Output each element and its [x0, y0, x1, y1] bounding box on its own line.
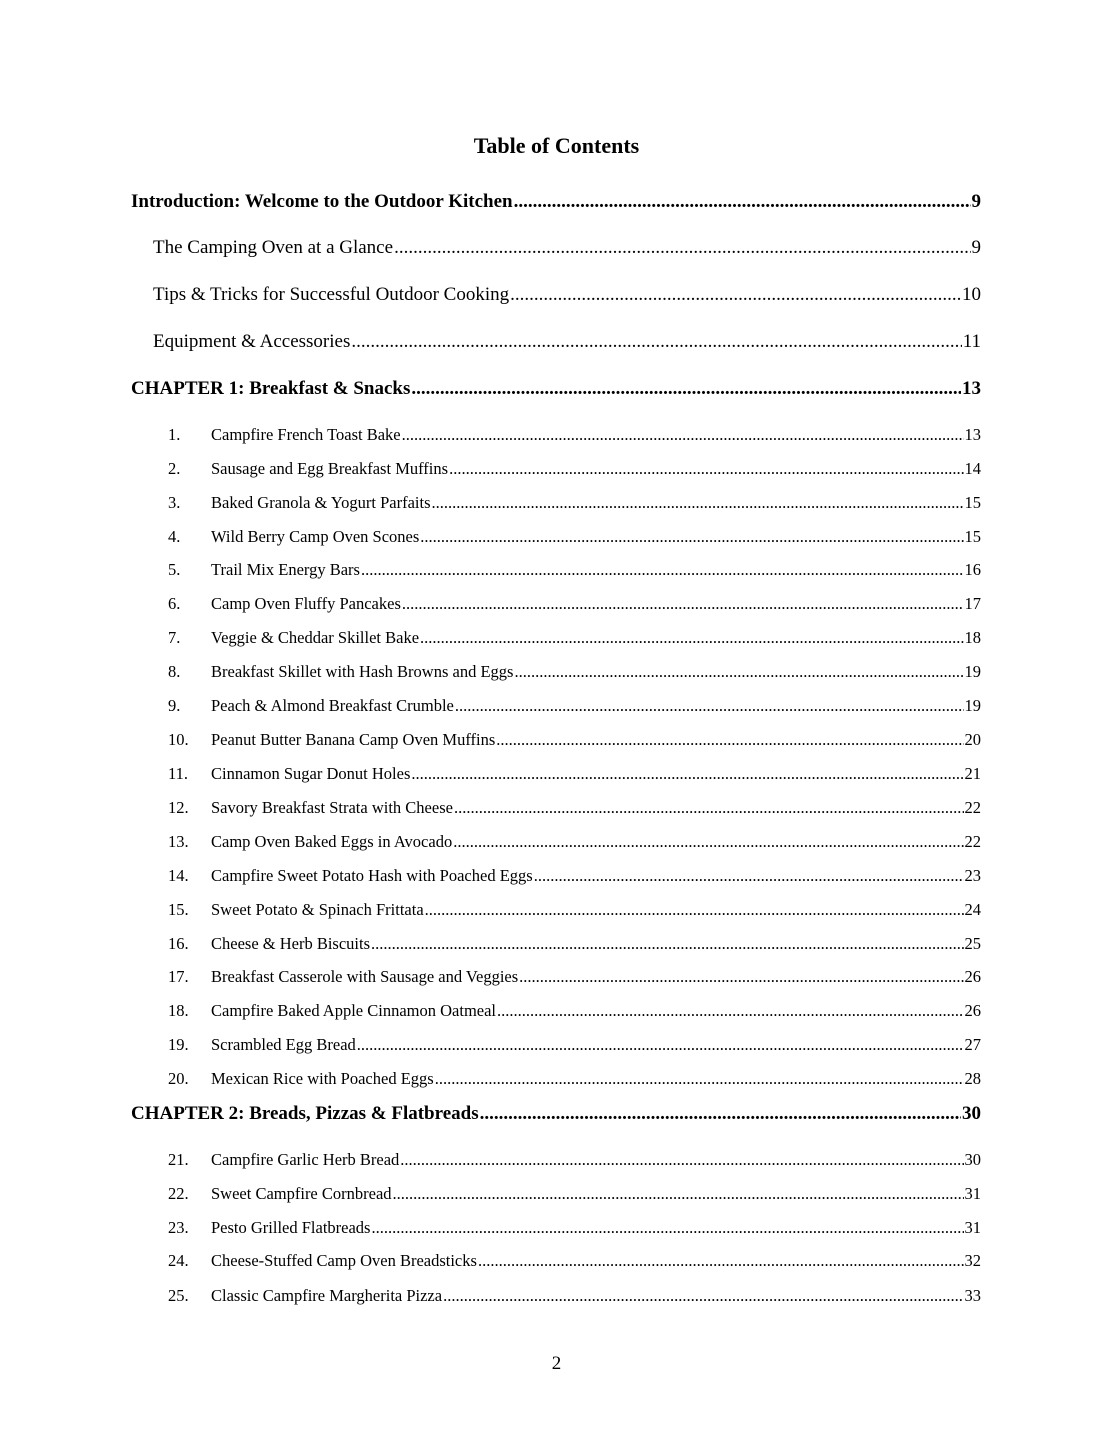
- toc-section-entry[interactable]: [153, 283, 981, 307]
- toc-entry-page-number: 15: [964, 493, 981, 512]
- toc-entry-page-number: 9: [971, 237, 981, 258]
- toc-entry-number: 16.: [168, 934, 189, 953]
- page-title: Table of Contents: [473, 133, 640, 158]
- dot-leader: [477, 1250, 964, 1272]
- toc-entry-label: Classic Campfire Margherita Pizza: [211, 1286, 443, 1305]
- toc-entry-label: Veggie & Cheddar Skillet Bake: [211, 628, 420, 647]
- toc-entry-page-number: 26: [964, 1001, 981, 1020]
- toc-entry-label: Sausage and Egg Breakfast Muffins: [211, 459, 449, 478]
- toc-entry-page-number: 30: [964, 1150, 981, 1169]
- dot-leader: [399, 1149, 963, 1171]
- toc-entry-page-number: 22: [964, 798, 981, 817]
- toc-entry-page-number: 31: [964, 1184, 981, 1203]
- toc-entry-label: Camp Oven Fluffy Pancakes: [211, 594, 401, 613]
- toc-recipe-entry[interactable]: [168, 831, 981, 853]
- toc-recipe-entry[interactable]: [168, 797, 981, 819]
- toc-entry-label: Campfire French Toast Bake: [211, 425, 401, 444]
- toc-entry-page-number: 19: [964, 696, 981, 715]
- toc-entry-page-number: 15: [964, 527, 981, 546]
- dot-leader: [434, 1068, 964, 1090]
- toc-entry-number: 9.: [168, 696, 181, 715]
- toc-entry-number: 1.: [168, 425, 181, 444]
- toc-recipe-entry[interactable]: [168, 729, 981, 751]
- toc-entry-number: 5.: [168, 560, 181, 579]
- toc-recipe-entry[interactable]: [168, 1000, 981, 1022]
- toc-entry-page-number: 13: [964, 425, 981, 444]
- toc-entry-label: Camp Oven Baked Eggs in Avocado: [211, 832, 453, 851]
- toc-entry-page-number: 32: [964, 1251, 981, 1270]
- toc-entry-number: 21.: [168, 1150, 189, 1169]
- dot-leader: [370, 933, 963, 955]
- toc-entry-page-number: 9: [971, 191, 981, 212]
- toc-entry-page-number: 33: [964, 1286, 981, 1305]
- toc-entry-page-number: 19: [964, 662, 981, 681]
- dot-leader: [401, 593, 964, 615]
- dot-leader: [453, 797, 964, 819]
- toc-recipe-entry[interactable]: [168, 458, 981, 480]
- toc-chapter-entry[interactable]: [131, 190, 981, 214]
- dot-leader: [410, 763, 963, 785]
- toc-entry-label: Equipment & Accessories: [153, 331, 351, 352]
- toc-recipe-entry[interactable]: [168, 695, 981, 717]
- dot-leader: [419, 526, 963, 548]
- dot-leader: [518, 966, 963, 988]
- toc-entry-label: Peach & Almond Breakfast Crumble: [211, 696, 454, 715]
- toc-recipe-entry[interactable]: [168, 526, 981, 548]
- toc-entry-number: 4.: [168, 527, 181, 546]
- toc-entry-number: 18.: [168, 1001, 189, 1020]
- toc-recipe-entry[interactable]: [168, 1068, 981, 1090]
- toc-entry-number: 12.: [168, 798, 189, 817]
- page-number: 2: [551, 1353, 562, 1374]
- dot-leader: [454, 695, 964, 717]
- toc-entry-label: Introduction: Welcome to the Outdoor Kitchen: [131, 191, 513, 212]
- toc-entry-page-number: 13: [962, 378, 981, 399]
- toc-entry-label: The Camping Oven at a Glance: [153, 237, 394, 258]
- toc-entry-page-number: 17: [964, 594, 981, 613]
- toc-entry-number: 14.: [168, 866, 189, 885]
- toc-entry-label: Cheese-Stuffed Camp Oven Breadsticks: [211, 1251, 477, 1270]
- dot-leader: [452, 831, 963, 853]
- dot-leader: [431, 492, 964, 514]
- toc-entry-number: 3.: [168, 493, 181, 512]
- toc-recipe-entry[interactable]: [168, 1217, 981, 1239]
- dot-leader: [393, 236, 970, 260]
- toc-entry-number: 7.: [168, 628, 181, 647]
- toc-entry-label: Breakfast Skillet with Hash Browns and Eggs: [211, 662, 514, 681]
- toc-recipe-entry[interactable]: [168, 1250, 981, 1272]
- toc-section-entry[interactable]: [153, 330, 981, 354]
- toc-entry-label: Cinnamon Sugar Donut Holes: [211, 764, 411, 783]
- toc-entry-number: 13.: [168, 832, 189, 851]
- toc-entry-page-number: 28: [964, 1069, 981, 1088]
- dot-leader: [509, 283, 961, 307]
- dot-leader: [496, 1000, 963, 1022]
- toc-entry-label: Trail Mix Energy Bars: [211, 560, 360, 579]
- toc-recipe-entry[interactable]: [168, 933, 981, 955]
- dot-leader: [448, 458, 963, 480]
- dot-leader: [479, 1102, 961, 1126]
- toc-entry-number: 23.: [168, 1218, 189, 1237]
- toc-entry-page-number: 21: [964, 764, 981, 783]
- toc-entry-label: Campfire Baked Apple Cinnamon Oatmeal: [211, 1001, 497, 1020]
- toc-entry-number: 15.: [168, 900, 189, 919]
- toc-entry-page-number: 26: [964, 967, 981, 986]
- toc-chapter-entry[interactable]: [131, 377, 981, 401]
- toc-recipe-entry[interactable]: [168, 763, 981, 785]
- dot-leader: [370, 1217, 963, 1239]
- toc-chapter-entry[interactable]: [131, 1102, 981, 1126]
- toc-section-entry[interactable]: [153, 236, 981, 260]
- toc-entry-label: Cheese & Herb Biscuits: [211, 934, 371, 953]
- toc-entry-page-number: 14: [964, 459, 981, 478]
- dot-leader: [533, 865, 964, 887]
- toc-entry-number: 6.: [168, 594, 181, 613]
- toc-recipe-entry[interactable]: [168, 899, 981, 921]
- toc-entry-label: Tips & Tricks for Successful Outdoor Cooking: [153, 284, 510, 305]
- toc-entry-number: 17.: [168, 967, 189, 986]
- toc-recipe-entry[interactable]: [168, 1183, 981, 1205]
- toc-entry-page-number: 24: [964, 900, 981, 919]
- toc-entry-label: Pesto Grilled Flatbreads: [211, 1218, 371, 1237]
- toc-recipe-entry[interactable]: [168, 1034, 981, 1056]
- toc-entry-number: 22.: [168, 1184, 189, 1203]
- toc-entry-number: 19.: [168, 1035, 189, 1054]
- toc-recipe-entry[interactable]: [168, 627, 981, 649]
- toc-entry-page-number: 31: [964, 1218, 981, 1237]
- toc-entry-number: 25.: [168, 1286, 189, 1305]
- dot-leader: [401, 424, 964, 446]
- toc-entry-number: 20.: [168, 1069, 189, 1088]
- toc-recipe-entry[interactable]: [168, 593, 981, 615]
- dot-leader: [350, 330, 961, 354]
- toc-entry-label: Breakfast Casserole with Sausage and Veggies: [211, 967, 519, 986]
- toc-recipe-entry[interactable]: [168, 966, 981, 988]
- toc-entry-label: Wild Berry Camp Oven Scones: [211, 527, 420, 546]
- toc-entry-page-number: 18: [964, 628, 981, 647]
- toc-entry-label: Sweet Campfire Cornbread: [211, 1184, 392, 1203]
- toc-entry-number: 24.: [168, 1251, 189, 1270]
- toc-recipe-entry[interactable]: [168, 661, 981, 683]
- toc-entry-label: Mexican Rice with Poached Eggs: [211, 1069, 434, 1088]
- toc-entry-label: Campfire Sweet Potato Hash with Poached Eggs: [211, 866, 533, 885]
- dot-leader: [356, 1034, 964, 1056]
- toc-entry-page-number: 11: [962, 331, 981, 352]
- toc-entry-label: Savory Breakfast Strata with Cheese: [211, 798, 453, 817]
- toc-entry-page-number: 30: [962, 1103, 981, 1124]
- toc-entry-label: CHAPTER 2: Breads, Pizzas & Flatbreads: [131, 1103, 479, 1124]
- dot-leader: [424, 899, 964, 921]
- toc-entry-page-number: 22: [964, 832, 981, 851]
- toc-entry-number: 10.: [168, 730, 189, 749]
- toc-entry-label: Sweet Potato & Spinach Frittata: [211, 900, 424, 919]
- toc-entry-label: Campfire Garlic Herb Bread: [211, 1150, 400, 1169]
- dot-leader: [442, 1285, 963, 1307]
- dot-leader: [495, 729, 963, 751]
- toc-recipe-entry[interactable]: [168, 1149, 981, 1171]
- toc-recipe-entry[interactable]: [168, 559, 981, 581]
- toc-entry-label: Baked Granola & Yogurt Parfaits: [211, 493, 431, 512]
- toc-recipe-entry[interactable]: [168, 424, 981, 446]
- toc-entry-page-number: 16: [964, 560, 981, 579]
- dot-leader: [410, 377, 961, 401]
- toc-entry-page-number: 23: [964, 866, 981, 885]
- toc-recipe-entry[interactable]: [168, 865, 981, 887]
- toc-entry-number: 11.: [168, 764, 189, 783]
- toc-entry-label: Peanut Butter Banana Camp Oven Muffins: [211, 730, 496, 749]
- dot-leader: [360, 559, 964, 581]
- dot-leader: [419, 627, 963, 649]
- toc-entry-page-number: 10: [962, 284, 981, 305]
- dot-leader: [513, 661, 963, 683]
- toc-entry-page-number: 25: [964, 934, 981, 953]
- toc-entry-page-number: 27: [964, 1035, 981, 1054]
- toc-entry-label: Scrambled Egg Bread: [211, 1035, 356, 1054]
- toc-entry-page-number: 20: [964, 730, 981, 749]
- dot-leader: [392, 1183, 964, 1205]
- toc-recipe-entry[interactable]: [168, 1285, 981, 1307]
- toc-recipe-entry[interactable]: [168, 492, 981, 514]
- dot-leader: [513, 190, 971, 214]
- toc-entry-number: 8.: [168, 662, 181, 681]
- toc-entry-number: 2.: [168, 459, 181, 478]
- toc-entry-label: CHAPTER 1: Breakfast & Snacks: [131, 378, 411, 399]
